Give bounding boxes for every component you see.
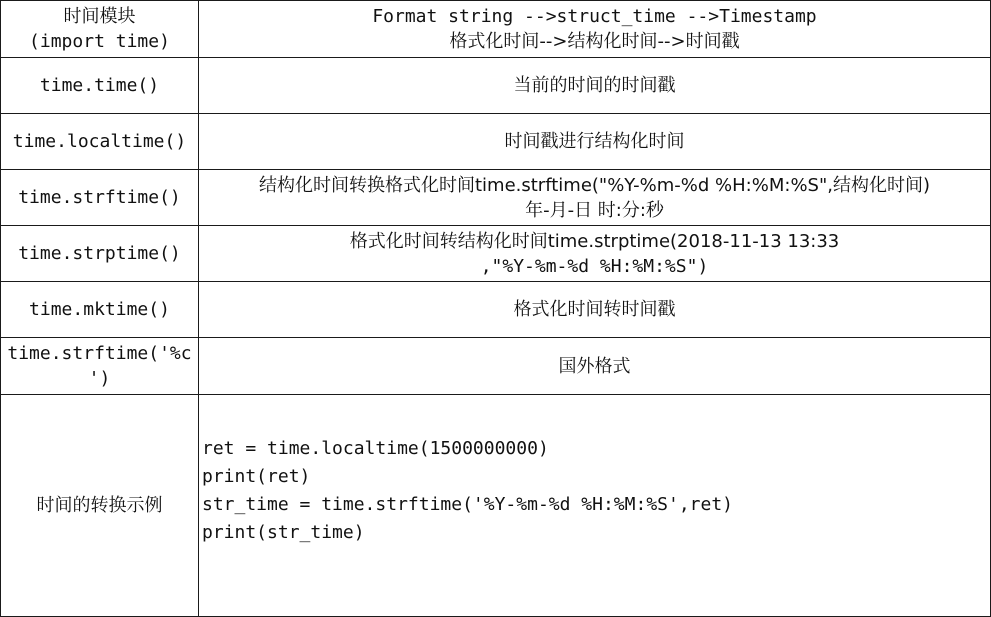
description-text: 国外格式 [558, 355, 631, 377]
description-cell [199, 226, 991, 282]
code-line: print(ret) [202, 466, 311, 487]
function-name: time.strftime() [18, 187, 181, 208]
description-text: 格式化时间转结构化时间time.strptime(2018-11-13 13:33 [349, 230, 840, 252]
header-row [1, 1, 991, 58]
table-row [1, 170, 991, 226]
header-left-cell [1, 1, 199, 58]
description-text: 当前的时间的时间戳 [513, 75, 676, 96]
function-cell [1, 226, 199, 282]
code-line: print(str_time) [202, 522, 365, 543]
function-cell [1, 114, 199, 170]
header-right-line2: 格式化时间-->结构化时间-->时间戳 [449, 31, 740, 52]
description-text-line2: ,"%Y-%m-%d %H:%M:%S") [480, 255, 709, 277]
header-left-subtitle: (import time) [29, 31, 170, 52]
example-row [1, 395, 991, 617]
function-name: time.time() [39, 75, 160, 96]
description-cell [199, 338, 991, 395]
function-name: time.mktime() [29, 299, 170, 320]
example-label: 时间的转换示例 [36, 495, 163, 516]
code-line: ret = time.localtime(1500000000) [202, 438, 549, 459]
table-row [1, 58, 991, 114]
description-text: 格式化时间转时间戳 [513, 299, 676, 320]
function-name-line2: ') [88, 368, 111, 389]
function-cell [1, 282, 199, 338]
description-text: 结构化时间转换格式化时间time.strftime("%Y-%m-%d %H:%M:%S",结构化时间) [258, 174, 930, 196]
table-row [1, 282, 991, 338]
function-name: time.localtime() [12, 131, 187, 152]
description-cell [199, 170, 991, 226]
function-name: time.strftime('%c [7, 343, 192, 364]
description-cell [199, 114, 991, 170]
table-row [1, 226, 991, 282]
header-right-line1: Format string -->struct_time -->Timestamp [372, 6, 817, 27]
description-cell [199, 282, 991, 338]
table-row [1, 114, 991, 170]
description-text: 时间戳进行结构化时间 [504, 131, 685, 152]
function-cell [1, 170, 199, 226]
function-cell [1, 58, 199, 114]
function-name: time.strptime() [18, 243, 181, 264]
example-code-cell [199, 395, 991, 617]
description-text-line2: 年-月-日 时:分:秒 [525, 199, 664, 221]
table-row [1, 338, 991, 395]
header-right-cell [199, 1, 991, 58]
function-cell [1, 338, 199, 395]
header-left-title: 时间模块 [63, 6, 136, 27]
description-cell [199, 58, 991, 114]
example-label-cell [1, 395, 199, 617]
code-line: str_time = time.strftime('%Y-%m-%d %H:%M:%S',ret) [202, 494, 734, 515]
